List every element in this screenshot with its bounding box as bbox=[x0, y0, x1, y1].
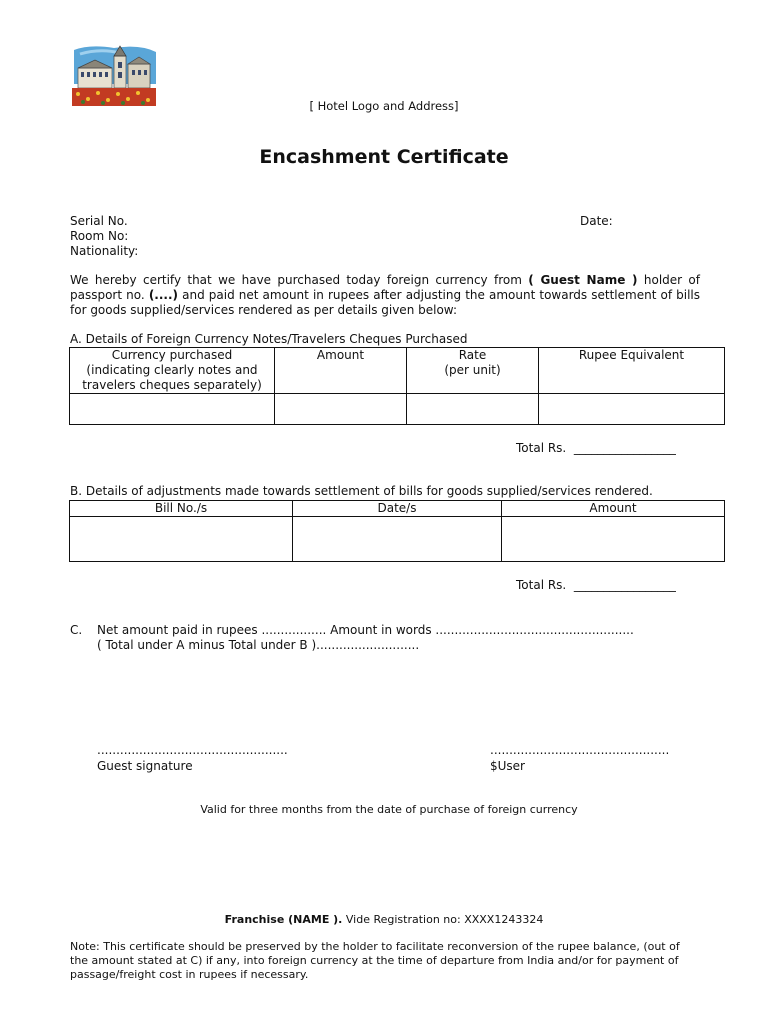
validity-note: Valid for three months from the date of purchase of foreign currency bbox=[200, 803, 578, 816]
user-signature-line[interactable]: ............................................... bbox=[490, 743, 670, 757]
section-c-marker: C. bbox=[70, 623, 83, 637]
cell-date[interactable] bbox=[293, 517, 502, 562]
cell-currency[interactable] bbox=[70, 394, 275, 425]
cell-amount[interactable] bbox=[502, 517, 725, 562]
cell-amount[interactable] bbox=[275, 394, 407, 425]
passport-placeholder: (....) bbox=[148, 288, 179, 302]
header-rate: Rate (per unit) bbox=[407, 348, 539, 394]
total-b-label: Total Rs. bbox=[516, 578, 567, 592]
cell-rate[interactable] bbox=[407, 394, 539, 425]
user-signature-label: $User bbox=[490, 759, 525, 773]
guest-name-placeholder: ( Guest Name ) bbox=[528, 273, 638, 287]
total-a-label: Total Rs. bbox=[516, 441, 567, 455]
adjustments-table bbox=[69, 500, 725, 562]
header-amount: Amount bbox=[502, 501, 725, 517]
net-amount-line: Net amount paid in rupees ................. Amount in words .................................................... bbox=[97, 623, 634, 637]
franchise-line bbox=[0, 913, 768, 926]
header-date: Date/s bbox=[293, 501, 502, 517]
cell-bill-no[interactable] bbox=[70, 517, 293, 562]
certify-text-3: and paid net amount in rupees after adjusting the amount towards settlement of bills for goods supplied/services rendered as per details given below: bbox=[70, 288, 701, 317]
date-label: Date: bbox=[580, 214, 613, 228]
logo-caption: [ Hotel Logo and Address] bbox=[309, 99, 459, 113]
total-b bbox=[516, 578, 676, 592]
guest-signature-line[interactable]: .................................................. bbox=[97, 743, 288, 757]
serial-label: Serial No. bbox=[70, 214, 128, 228]
total-difference-line: ( Total under A minus Total under B )........................... bbox=[97, 638, 420, 652]
nationality-label: Nationality: bbox=[70, 244, 139, 258]
table-row bbox=[70, 394, 725, 425]
header-amount: Amount bbox=[275, 348, 407, 394]
header-currency-purchased: Currency purchased (indicating clearly notes and travelers cheques separately) bbox=[70, 348, 275, 394]
franchise-name: Franchise (NAME ). bbox=[224, 913, 343, 926]
total-a-line[interactable]: _________________ bbox=[573, 441, 676, 455]
table-header-row bbox=[70, 501, 725, 517]
certify-text-2: holder of passport no. bbox=[70, 273, 700, 302]
guest-signature-label: Guest signature bbox=[97, 759, 193, 773]
header-rupee-equivalent: Rupee Equivalent bbox=[539, 348, 725, 394]
certification-paragraph bbox=[70, 273, 700, 318]
cell-rupee-equivalent[interactable] bbox=[539, 394, 725, 425]
currency-table bbox=[69, 347, 725, 425]
header-bill-no: Bill No./s bbox=[70, 501, 293, 517]
total-b-line[interactable]: _________________ bbox=[573, 578, 676, 592]
section-b-heading: B. Details of adjustments made towards settlement of bills for goods supplied/services rendered. bbox=[70, 484, 653, 498]
preservation-note: Note: This certificate should be preserved by the holder to facilitate reconversion of the rupee balance, (out of the amount stated at C) if any, into foreign currency at the time of departure from India and/or for payment of passage/freight cost in rupees if necessary. bbox=[70, 940, 680, 981]
registration-number: Vide Registration no: XXXX1243324 bbox=[345, 913, 544, 926]
certify-text-1: We hereby certify that we have purchased today foreign currency from bbox=[70, 273, 522, 287]
room-label: Room No: bbox=[70, 229, 129, 243]
table-header-row bbox=[70, 348, 725, 394]
table-row bbox=[70, 517, 725, 562]
page-title: Encashment Certificate bbox=[259, 146, 509, 168]
total-a bbox=[516, 441, 676, 455]
section-a-heading: A. Details of Foreign Currency Notes/Travelers Cheques Purchased bbox=[70, 332, 468, 346]
